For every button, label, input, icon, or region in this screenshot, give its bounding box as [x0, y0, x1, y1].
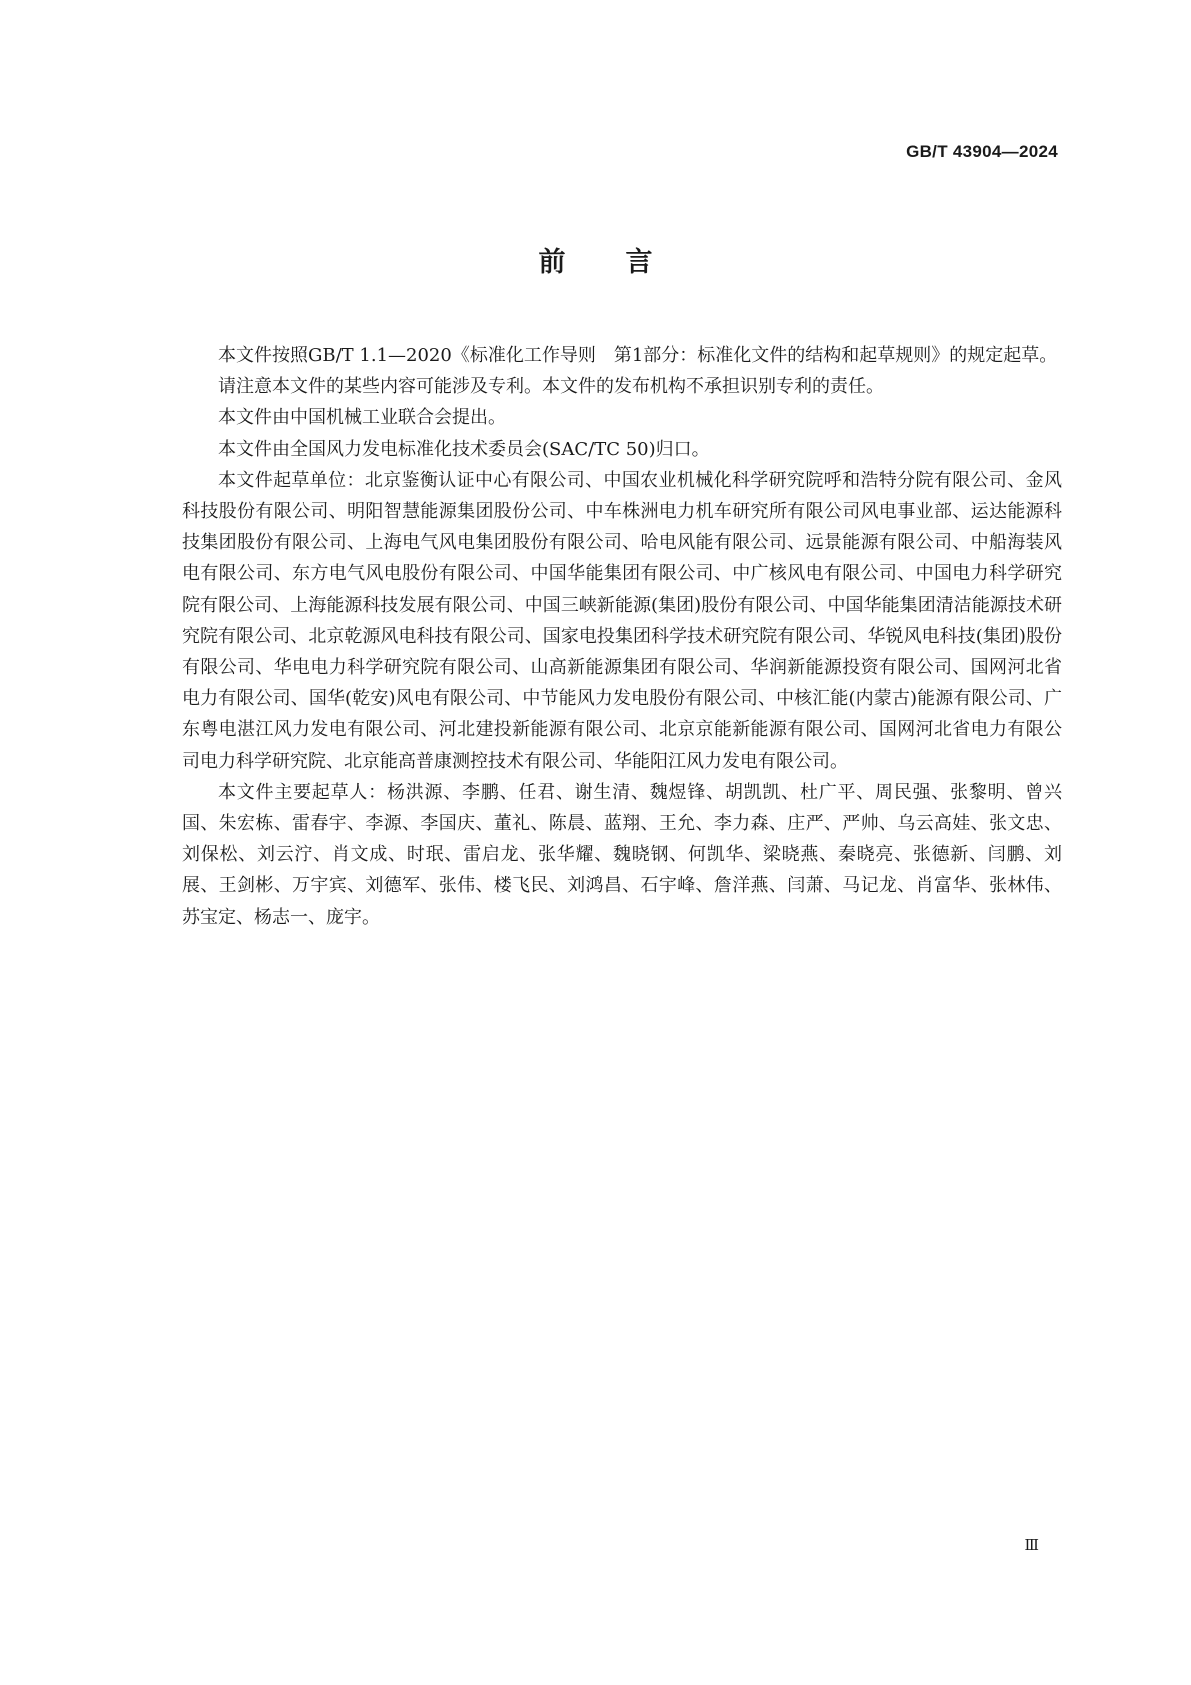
page-number: Ⅲ — [1024, 1536, 1039, 1554]
document-code: GB/T 43904—2024 — [906, 142, 1058, 161]
paragraph-proposer: 本文件由中国机械工业联合会提出。 — [218, 407, 506, 429]
paragraph-patent-notice: 请注意本文件的某些内容可能涉及专利。本文件的发布机构不承担识别专利的责任。 — [218, 376, 884, 398]
paragraph-drafters: 本文件主要起草人：杨洪源、李鹏、任君、谢生清、魏煜锋、胡凯凯、杜广平、周民强、张黎明、曾兴国、朱宏栋、雷春宇、李源、李国庆、董礼、陈晨、蓝翔、王允、李力森、庄严、严帅、乌云高娃、张文忠、刘保松、刘云泞、肖文成、时珉、雷启龙、张华耀、魏晓钢、何凯华、梁晓燕、秦晓亮、张德新、闫鹏、刘展、王剑彬、万宇宾、刘德军、张伟、楼飞民、刘鸿昌、石宇峰、詹洋燕、闫萧、马记龙、肖富华、张林伟、苏宝定、杨志一、庞宇。 — [182, 781, 1062, 928]
foreword-body — [182, 340, 1062, 933]
paragraph-drafting-rules: 本文件按照GB/T 1.1—2020《标准化工作导则 第1部分：标准化文件的结构和起草规则》的规定起草。 — [218, 345, 1058, 366]
paragraph-drafting-units: 本文件起草单位：北京鉴衡认证中心有限公司、中国农业机械化科学研究院呼和浩特分院有限公司、金风科技股份有限公司、明阳智慧能源集团股份公司、中车株洲电力机车研究所有限公司风电事业部、运达能源科技集团股份有限公司、上海电气风电集团股份有限公司、哈电风能有限公司、远景能源有限公司、中船海装风电有限公司、东方电气风电股份有限公司、中国华能集团有限公司、中广核风电有限公司、中国电力科学研究院有限公司、上海能源科技发展有限公司、中国三峡新能源(集团)股份有限公司、中国华能集团清洁能源技术研究院有限公司、北京乾源风电科技有限公司、国家电投集团科学技术研究院有限公司、华锐风电科技(集团)股份有限公司、华电电力科学研究院有限公司、山高新能源集团有限公司、华润新能源投资有限公司、国网河北省电力有限公司、国华(乾安)风电有限公司、中节能风力发电股份有限公司、中核汇能(内蒙古)能源有限公司、广东粤电湛江风力发电有限公司、河北建投新能源有限公司、北京京能新能源有限公司、国网河北省电力有限公司电力科学研究院、北京能高普康测控技术有限公司、华能阳江风力发电有限公司。 — [182, 469, 1062, 772]
paragraph-committee: 本文件由全国风力发电标准化技术委员会(SAC/TC 50)归口。 — [218, 438, 710, 460]
page-title: 前言 — [538, 247, 713, 278]
